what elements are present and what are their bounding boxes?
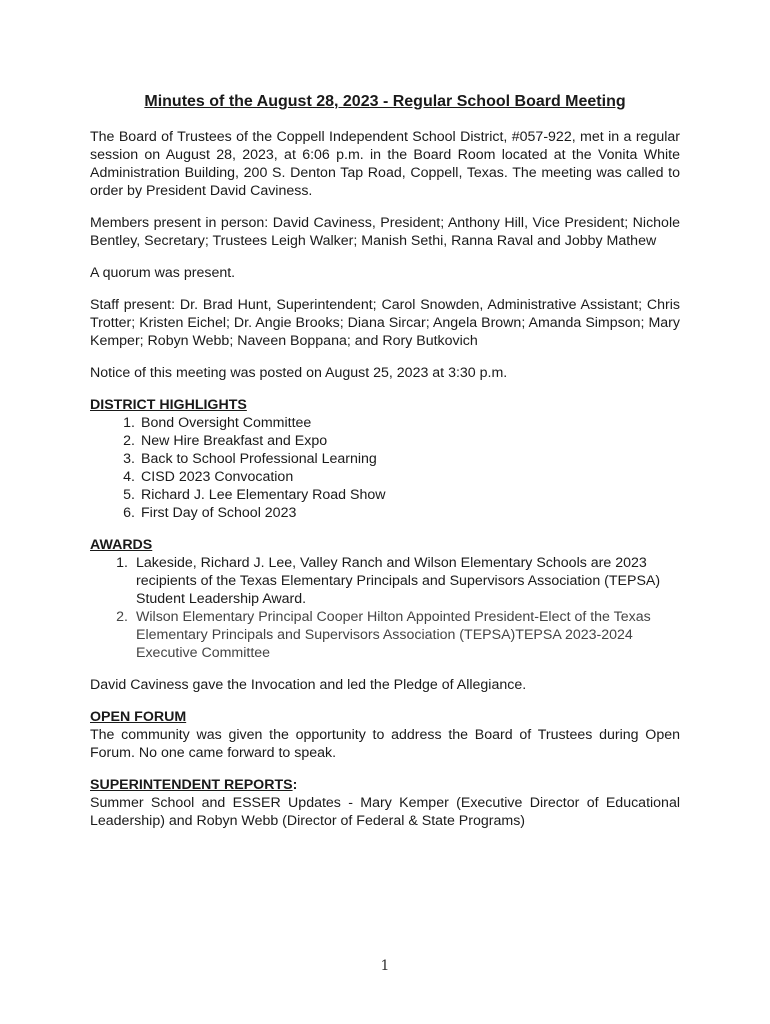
list-item <box>90 414 680 432</box>
awards-heading: AWARDS <box>90 537 153 553</box>
list-number: 6. <box>123 505 135 521</box>
list-item-text: Wilson Elementary Principal Cooper Hilton Appointed President-Elect of the Texas Elementary Principals and Supervisors Association (TEPSA)TEPSA 2023-2024 Executive Committee <box>136 609 651 661</box>
superintendent-reports-text: Summer School and ESSER Updates - Mary Kemper (Executive Director of Educational Leadership) and Robyn Webb (Director of Federal & State Programs) <box>90 795 680 829</box>
list-item <box>90 608 680 662</box>
list-number: 4. <box>123 469 135 485</box>
superintendent-reports-heading-row <box>90 776 680 794</box>
quorum-statement: A quorum was present. <box>90 265 236 281</box>
list-item <box>90 486 680 504</box>
list-item-text: New Hire Breakfast and Expo <box>141 433 328 449</box>
awards-list <box>90 554 680 662</box>
intro-paragraph: The Board of Trustees of the Coppell Independent School District, #057-922, met in a regular session on August 28, 2023, at 6:06 p.m. in the Board Room located at the Vonita White Administration Building, 200 S. Denton Tap Road, Coppell, Texas. The meeting was called to order by President David Caviness. <box>90 129 680 199</box>
list-item-text: Bond Oversight Committee <box>141 415 312 431</box>
district-highlights-list <box>90 414 680 522</box>
list-item <box>90 450 680 468</box>
open-forum-text: The community was given the opportunity to address the Board of Trustees during Open Forum. No one came forward to speak. <box>90 727 680 761</box>
list-item <box>90 504 680 522</box>
list-item-text: Richard J. Lee Elementary Road Show <box>141 487 386 503</box>
heading-colon: : <box>292 777 298 793</box>
list-number: 2. <box>123 433 135 449</box>
meeting-notice: Notice of this meeting was posted on August 25, 2023 at 3:30 p.m. <box>90 365 508 381</box>
open-forum-heading: OPEN FORUM <box>90 709 187 725</box>
superintendent-reports-heading: SUPERINTENDENT REPORTS <box>90 777 293 793</box>
list-number: 2. <box>116 609 128 625</box>
list-item-text: First Day of School 2023 <box>141 505 297 521</box>
district-highlights-heading: DISTRICT HIGHLIGHTS <box>90 397 247 413</box>
list-number: 5. <box>123 487 135 503</box>
list-number: 3. <box>123 451 135 467</box>
list-item-text: Lakeside, Richard J. Lee, Valley Ranch and Wilson Elementary Schools are 2023 recipients of the Texas Elementary Principals and Supervisors Association (TEPSA) Student Leadership Award. <box>136 555 661 607</box>
list-item <box>90 432 680 450</box>
document-title: Minutes of the August 28, 2023 - Regular School Board Meeting <box>144 93 626 110</box>
page-number: 1 <box>380 958 390 974</box>
list-number: 1. <box>123 415 135 431</box>
list-item-text: Back to School Professional Learning <box>141 451 377 467</box>
list-item <box>90 468 680 486</box>
members-present-paragraph: Members present in person: David Caviness, President; Anthony Hill, Vice President; Nichole Bentley, Secretary; Trustees Leigh Walker; Manish Sethi, Ranna Raval and Jobby Mathew <box>90 215 680 249</box>
list-item <box>90 554 680 608</box>
staff-present-paragraph: Staff present: Dr. Brad Hunt, Superintendent; Carol Snowden, Administrative Assistant; Chris Trotter; Kristen Eichel; Dr. Angie Brooks; Diana Sircar; Angela Brown; Amanda Simpson; Mary Kemper; Robyn Webb; Naveen Boppana; and Rory Butkovich <box>90 297 680 349</box>
list-item-text: CISD 2023 Convocation <box>141 469 294 485</box>
list-number: 1. <box>116 555 128 571</box>
invocation-statement: David Caviness gave the Invocation and led the Pledge of Allegiance. <box>90 677 527 693</box>
document-body <box>90 92 680 844</box>
